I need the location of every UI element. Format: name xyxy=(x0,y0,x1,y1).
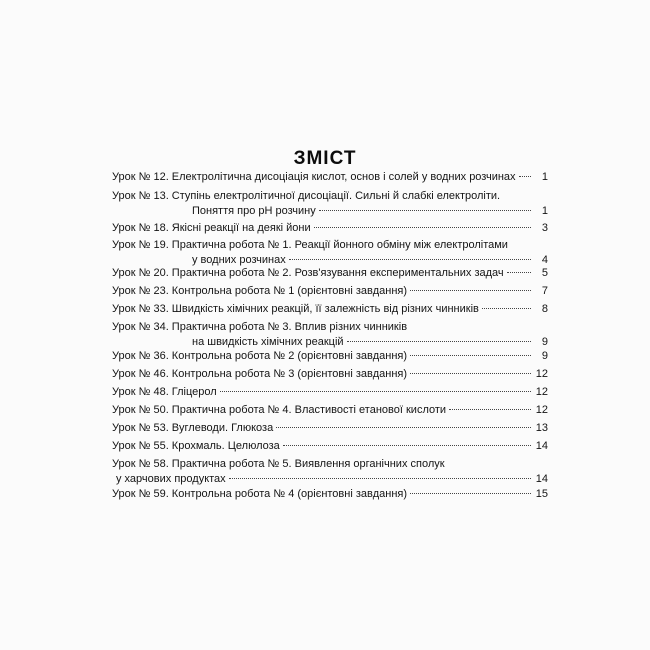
dot-leader xyxy=(410,493,531,494)
toc-entry xyxy=(112,189,548,219)
dot-leader xyxy=(410,355,531,356)
toc-entry-text: Урок № 12. Електролітична дисоціація кислот, основ і солей у водних розчинах xyxy=(112,171,516,183)
dot-leader xyxy=(283,445,531,446)
toc-entry-text: Урок № 13. Ступінь електролітичної дисоціації. Сильні й слабкі електроліти. xyxy=(112,190,501,202)
toc-page-number: 13 xyxy=(535,422,548,434)
dot-leader xyxy=(482,308,531,309)
toc-entry-text: Урок № 33. Швидкість хімічних реакцій, її залежність від різних чинників xyxy=(112,303,479,315)
toc-entry-text: Урок № 20. Практична робота № 2. Розв'язування експериментальних задач xyxy=(112,267,504,279)
dot-leader xyxy=(519,176,531,177)
toc-entry xyxy=(112,385,548,400)
dot-leader xyxy=(289,259,531,260)
toc-page-number: 9 xyxy=(541,336,548,348)
toc-page-number: 9 xyxy=(541,350,548,362)
toc-entry-text: Урок № 19. Практична робота № 1. Реакції йонного обміну між електролітами xyxy=(112,239,508,251)
toc-entry-text: Урок № 34. Практична робота № 3. Вплив різних чинників xyxy=(112,321,408,333)
page-title: ЗМІСТ xyxy=(293,148,357,169)
dot-leader xyxy=(507,272,531,273)
toc-page-number: 12 xyxy=(535,386,548,398)
toc-entry xyxy=(112,367,548,382)
dot-leader xyxy=(220,391,531,392)
toc-entry xyxy=(112,487,548,502)
toc-entry-text: Урок № 23. Контрольна робота № 1 (орієнтовні завдання) xyxy=(112,285,408,297)
toc-page-number: 8 xyxy=(541,303,548,315)
toc-page-number: 5 xyxy=(541,267,548,279)
toc-entry xyxy=(112,439,548,454)
toc-entry xyxy=(112,349,548,364)
toc-entry xyxy=(112,238,548,268)
dot-leader xyxy=(319,210,531,211)
toc-entry-text: Урок № 53. Вуглеводи. Глюкоза xyxy=(112,422,274,434)
toc-entry xyxy=(112,421,548,436)
toc-entry-text: у харчових продуктах xyxy=(116,473,226,485)
toc-entry xyxy=(112,266,548,281)
toc-entry-text: Урок № 59. Контрольна робота № 4 (орієнтовні завдання) xyxy=(112,488,408,500)
toc-entry-text: Урок № 46. Контрольна робота № 3 (орієнтовні завдання) xyxy=(112,368,408,380)
dot-leader xyxy=(410,290,531,291)
dot-leader xyxy=(229,478,531,479)
toc-entry-text: у водних розчинах xyxy=(192,254,286,266)
toc-entry xyxy=(112,284,548,299)
toc-entry xyxy=(112,221,548,236)
toc-entry xyxy=(112,403,548,418)
toc-page-number: 12 xyxy=(535,368,548,380)
toc-entry xyxy=(112,302,548,317)
toc-entry-text: Урок № 36. Контрольна робота № 2 (орієнтовні завдання) xyxy=(112,350,408,362)
toc-page-number: 3 xyxy=(541,222,548,234)
toc-page-number: 14 xyxy=(535,440,548,452)
toc-page-number: 1 xyxy=(541,171,548,183)
dot-leader xyxy=(410,373,531,374)
toc-entry-text: Урок № 55. Крохмаль. Целюлоза xyxy=(112,440,280,452)
toc-page-number: 7 xyxy=(541,285,548,297)
toc-entry xyxy=(112,457,548,487)
dot-leader xyxy=(347,341,531,342)
toc-page-number: 15 xyxy=(535,488,548,500)
toc-entry xyxy=(112,170,548,185)
toc-page-number: 4 xyxy=(541,254,548,266)
toc-entry-text: на швидкість хімічних реакцій xyxy=(192,336,344,348)
toc-entry-text: Урок № 50. Практична робота № 4. Властивості етанової кислоти xyxy=(112,404,447,416)
toc-page-number: 12 xyxy=(535,404,548,416)
toc-entry xyxy=(112,320,548,350)
toc-entry-text: Поняття про pH розчину xyxy=(192,205,316,217)
dot-leader xyxy=(314,227,531,228)
toc-entry-text: Урок № 58. Практична робота № 5. Виявлення органічних сполук xyxy=(112,458,445,470)
dot-leader xyxy=(276,427,531,428)
toc-page-number: 14 xyxy=(535,473,548,485)
toc-entry-text: Урок № 48. Гліцерол xyxy=(112,386,217,398)
toc-entry-text: Урок № 18. Якісні реакції на деякі йони xyxy=(112,222,311,234)
dot-leader xyxy=(449,409,531,410)
toc-page-number: 1 xyxy=(541,205,548,217)
